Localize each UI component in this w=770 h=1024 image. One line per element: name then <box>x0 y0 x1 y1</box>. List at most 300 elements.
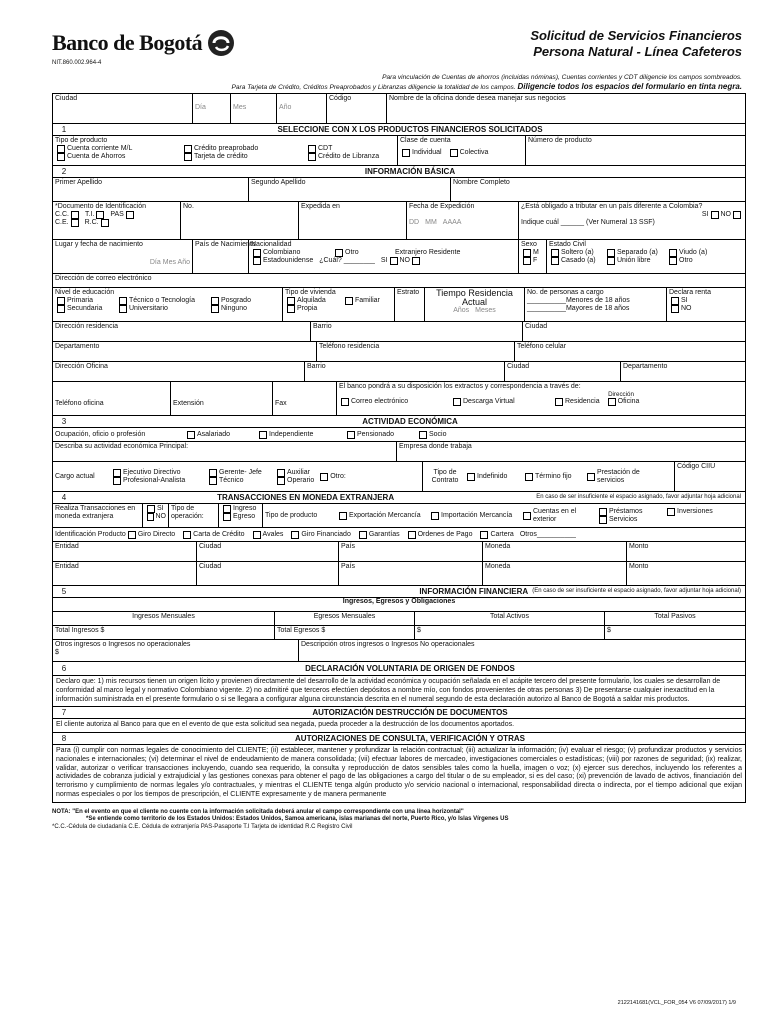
ocupacion-row <box>53 428 745 442</box>
cb-alquilada[interactable] <box>287 297 295 305</box>
tiempo-residencia-field[interactable] <box>425 288 525 321</box>
label: Técnico <box>219 476 244 484</box>
label: AAAA <box>442 219 462 227</box>
label: Colectiva <box>459 149 489 157</box>
label: Ciudad <box>199 563 222 571</box>
departamento-row <box>53 342 745 362</box>
cb-inversiones[interactable] <box>667 508 675 516</box>
label: ¿Está obligado a tributar en un país diferente a Colombia? <box>521 203 703 211</box>
label: Lugar y fecha de nacimiento <box>55 241 143 249</box>
label: Otro <box>345 249 359 257</box>
cb-oficina[interactable] <box>608 398 616 406</box>
direccion-residencia-field[interactable] <box>53 322 311 341</box>
label: Mes <box>233 104 247 112</box>
cb-colectiva[interactable] <box>450 149 458 157</box>
label: Independiente <box>269 430 314 438</box>
label: Nacionalidad <box>251 241 292 249</box>
label: Ninguno <box>221 305 248 313</box>
section-title: TRANSACCIONES EN MONEDA EXTRANJERA <box>217 493 395 503</box>
label: $ <box>607 627 611 635</box>
cb-separado[interactable] <box>607 249 615 257</box>
fecha-expedicion-field[interactable] <box>407 202 519 239</box>
bank-name: Banco de Bogotá <box>52 30 203 56</box>
residencia-row <box>53 322 745 342</box>
label: Operario <box>287 476 315 484</box>
label: Otros <box>519 530 537 538</box>
cb-universitario[interactable] <box>119 305 127 313</box>
telefono-oficina-field[interactable] <box>53 382 171 415</box>
label: Estadounidense <box>263 257 314 265</box>
cb-correo-electronico[interactable] <box>341 398 349 406</box>
cb-pas[interactable] <box>126 211 134 219</box>
label: NO <box>720 211 731 219</box>
egresos-mensuales-header <box>275 612 415 625</box>
label: *Documento de Identificación <box>55 203 147 211</box>
ocupacion <box>53 428 745 441</box>
section-number: 3 <box>61 417 67 427</box>
section-8-header <box>53 733 745 745</box>
section-number: 2 <box>61 167 67 177</box>
total-activos-header <box>415 612 605 625</box>
label: Giro Financiado <box>301 530 351 538</box>
label: Colombiano <box>263 249 301 257</box>
label: Departamento <box>623 363 668 371</box>
section-number: 1 <box>61 125 67 135</box>
section-number: 8 <box>61 734 67 744</box>
top-row <box>53 94 745 124</box>
cb-cdt[interactable] <box>308 145 316 153</box>
numero-producto-field[interactable] <box>526 136 745 165</box>
label: Clase de cuenta <box>400 137 451 145</box>
cb-operario[interactable] <box>277 477 285 485</box>
autorizaciones-consulta-text: Para (i) cumplir con normas legales de conocimiento del CLIENTE; (ii) establecer, mantener y profundizar la relación contractual; (iii) actualizar la información; (iv) evaluar el riesgo; (v) profundizar productos y servicios nacionales e internacionales; (vi) determinar el nivel de endeudamiento de manera consolidada; (vii) efectuar labores de mercadeo, investigaciones comerciales o estadísticas; (viii) por razones de seguridad; (ix) realizar, validar, autorizar o verificar transacciones incluyendo, cuando sea requerido, la consulta y reproducción de datos sensibles tales como la huella, imagen o voz; (x) ejercer sus derechos, incluyendo los referentes a actividades de cobranza judicial y extrajudicial y las gestiones conexas para obtener el pago de las obligaciones a cargo del titular o de su empleador, si es del caso; (xi) prevención de lavado de activos, financiación del terrorismo y cumplimiento de normas legales y/o contractuales, y mientras el CLIENTE tenga algún producto y/o servicio nacional o internacional, responsabilidad directa o indirecta, por el tiempo adicional que exijan normas especiales o por los tiempos de prescripción, el CLIENTE expresamente y de manera permanente <box>56 747 742 798</box>
cb-transacciones-no[interactable] <box>147 513 154 521</box>
label: Nombre de la oficina donde desea manejar sus negocios <box>389 95 566 103</box>
label: Moneda <box>485 563 511 571</box>
label: Oficina <box>617 398 640 406</box>
cb-tributa-no[interactable] <box>733 211 741 219</box>
cb-asalariado[interactable] <box>187 431 195 439</box>
oficina-field[interactable] <box>387 94 745 123</box>
label: Inversiones <box>677 507 713 515</box>
label: DD <box>409 219 420 227</box>
cb-importacion[interactable] <box>431 512 439 520</box>
label: Giro Directo <box>137 530 176 538</box>
segundo-apellido-field[interactable] <box>249 178 451 201</box>
cb-socio[interactable] <box>419 431 427 439</box>
cb-casado[interactable] <box>551 257 559 265</box>
label: Individual <box>412 149 442 157</box>
form-table <box>52 93 746 803</box>
label: ¿Cuál? ________ <box>319 257 375 265</box>
label: Extensión <box>173 400 204 408</box>
label: Posgrado <box>221 297 251 305</box>
label: Barrio <box>313 323 332 331</box>
cb-egreso[interactable] <box>223 513 231 521</box>
cb-individual[interactable] <box>402 149 410 157</box>
label: Carta de Crédito <box>193 530 245 538</box>
cb-termino-fijo[interactable] <box>525 473 533 481</box>
total-egresos-field[interactable] <box>275 626 415 639</box>
bank-logo-icon <box>206 28 236 58</box>
actividad-principal-field[interactable] <box>53 442 397 461</box>
label: Profesional-Analista <box>123 476 186 484</box>
label: Servicios <box>609 515 638 523</box>
label: Cuenta corriente M/L <box>67 145 133 153</box>
cb-otro-cargo[interactable] <box>320 473 328 481</box>
label: Ciudad <box>507 363 530 371</box>
barrio-oficina-field[interactable] <box>305 362 505 381</box>
ciudad-field[interactable] <box>53 94 193 123</box>
cb-ejecutivo[interactable] <box>113 469 121 477</box>
label: M <box>533 249 539 257</box>
label: Teléfono celular <box>517 343 567 351</box>
label: Indefinido <box>477 472 508 480</box>
label: Total Ingresos $ <box>55 627 105 635</box>
cb-renta-no[interactable] <box>671 305 679 313</box>
cb-tecnico-cargo[interactable] <box>209 477 217 485</box>
ciudad-residencia-field[interactable] <box>523 322 745 341</box>
label: Universitario <box>129 305 168 313</box>
label: Teléfono oficina <box>55 400 104 408</box>
pais-field[interactable] <box>339 542 483 561</box>
cb-residencia[interactable] <box>555 398 563 406</box>
fax-field[interactable] <box>273 382 337 415</box>
cb-garantias[interactable] <box>359 531 367 539</box>
section-title: AUTORIZACIÓN DESTRUCCIÓN DE DOCUMENTOS <box>312 708 508 718</box>
label: Ocupación, oficio o profesión <box>55 430 146 438</box>
label: Día <box>195 104 206 112</box>
cb-carta-credito[interactable] <box>183 531 191 539</box>
cb-exportacion[interactable] <box>339 512 347 520</box>
label: Código CIIU <box>677 463 716 471</box>
cb-pensionado[interactable] <box>347 431 355 439</box>
label: Tipo de operación: <box>171 505 204 521</box>
nacionalidad <box>249 240 519 273</box>
cb-independiente[interactable] <box>259 431 267 439</box>
label: Gerente- Jefe <box>219 468 262 476</box>
telefono-celular-field[interactable] <box>515 342 745 361</box>
label: Día <box>149 259 161 267</box>
label: Estrato <box>397 289 420 297</box>
label: Primer Apellido <box>55 179 103 187</box>
label: MM <box>425 219 437 227</box>
label: Término fijo <box>535 472 572 480</box>
footer-notes <box>52 809 746 832</box>
title-line-1: Solicitud de Servicios Financieros <box>530 28 742 43</box>
cb-auxiliar[interactable] <box>277 469 285 477</box>
section-6-header <box>53 662 745 676</box>
cb-tributa-si[interactable] <box>711 211 719 219</box>
actividad-row <box>53 442 745 462</box>
label: Cuentas en el exterior <box>533 507 577 523</box>
cb-posgrado[interactable] <box>211 297 219 305</box>
form-reference: 2122141681(VCL_FOR_054 V6 07/09/2017) 1/9 <box>617 1000 736 1006</box>
label: Código <box>329 95 352 103</box>
anio-field[interactable] <box>277 94 327 123</box>
label: Dirección Oficina <box>55 363 108 371</box>
label: F <box>533 257 538 265</box>
entidad-field[interactable] <box>53 542 197 561</box>
label: Residencia <box>565 398 600 406</box>
identificacion-producto: Identificación Producto Giro Directo Carta de Crédito Avales Giro Financiado Garantías Ordenes de Pago Cartera Otros __________ <box>55 530 576 538</box>
label: Declara renta <box>669 289 712 297</box>
s2-doc-row <box>53 202 745 240</box>
label: Moneda <box>485 543 511 551</box>
section-2-header <box>53 166 745 178</box>
label: Préstamos <box>609 507 643 515</box>
label: Técnico o Tecnología <box>129 297 196 305</box>
label: R.C. <box>84 219 99 227</box>
label: Teléfono residencia <box>319 343 380 351</box>
tipo-contrato <box>423 462 675 491</box>
section-4-header <box>53 492 745 504</box>
cb-sexo-m[interactable] <box>523 249 531 257</box>
label: $ <box>417 627 421 635</box>
label: Descripción otros ingresos o Ingresos No operacionales <box>301 641 475 649</box>
documento-numero-field[interactable] <box>181 202 299 239</box>
cb-transacciones-si[interactable] <box>147 505 155 513</box>
cb-sexo-f[interactable] <box>523 257 531 265</box>
cb-extranjero-si[interactable] <box>390 257 398 265</box>
cb-familiar[interactable] <box>345 297 353 305</box>
cb-cuenta-ahorros[interactable] <box>57 153 65 161</box>
empresa-field[interactable] <box>397 442 745 461</box>
expedida-en-field[interactable] <box>299 202 407 239</box>
tipo-producto <box>53 136 398 165</box>
cb-cuenta-corriente[interactable] <box>57 145 65 153</box>
label: Prestación de servicios <box>597 468 640 484</box>
label: Primaria <box>67 297 94 305</box>
label: Auxiliar <box>287 468 310 476</box>
label: Sexo <box>521 241 537 249</box>
cb-tarjeta-credito[interactable] <box>184 153 192 161</box>
lugar-fecha-nacimiento-field[interactable] <box>53 240 193 273</box>
label: Ejecutivo Directivo <box>123 468 181 476</box>
ciudad-oficina-field[interactable] <box>505 362 621 381</box>
label: Cargo actual <box>55 472 95 480</box>
label: Identificación Producto <box>55 530 126 538</box>
cb-cc[interactable] <box>71 211 79 219</box>
descripcion-otros-ingresos-field[interactable] <box>299 640 745 661</box>
s5-subtitle-row <box>53 598 745 612</box>
label: SI <box>681 297 688 305</box>
label: (Ver Numeral 13 SSF) <box>586 219 655 227</box>
cb-cartera[interactable] <box>480 531 488 539</box>
documento-tipo <box>53 202 181 239</box>
total-ingresos-field[interactable] <box>53 626 275 639</box>
cb-primaria[interactable] <box>57 297 65 305</box>
label: Alquilada <box>297 297 326 305</box>
moneda-field[interactable] <box>483 542 627 561</box>
entidad-row-2 <box>53 562 745 586</box>
pais-nacimiento-field[interactable] <box>193 240 256 273</box>
cb-indefinido[interactable] <box>467 473 475 481</box>
cb-rc[interactable] <box>101 219 109 227</box>
label: Secundaria <box>67 305 103 313</box>
label: Expedida en <box>301 203 340 211</box>
label: Ingreso <box>233 505 257 513</box>
label: NO <box>155 513 166 521</box>
label: Asalariado <box>197 430 231 438</box>
cb-credito-preaprobado[interactable] <box>184 145 192 153</box>
label: Tipo de producto <box>265 511 318 519</box>
oficina-row <box>53 362 745 382</box>
label: Entidad <box>55 563 79 571</box>
label: Soltero (a) <box>561 249 594 257</box>
label: Familiar <box>355 297 380 305</box>
tributa-otro-pais: ¿Está obligado a tributar en un país diferente a Colombia? SI NO Indique cuál ______ (Ver Numeral 13 SSF) <box>519 202 745 239</box>
declaracion-text: Declaro que: 1) mis recursos tienen un origen lícito y provienen directamente del desarrollo de la actividad económica y ocupación señalada en el acápite tercero del presente formulario, los cuales se desarrollan de conformidad al marco legal y normativo Colombiano vigente. 2) no admitiré que terceros efectúen depósitos a nombre mío, con fondos provenientes de otras personas 3) De presentarse cualquier inexactitud en la información suministrada en el presente formulario o si se llegara a configurar alguna circunstancia descrita en el numeral segundo de esta declaración autorizo al Banco de Bogotá a saldar mis productos. <box>53 676 745 707</box>
telefono-residencia-field[interactable] <box>317 342 515 361</box>
cb-propia[interactable] <box>287 305 295 313</box>
departamento-field[interactable] <box>53 342 317 361</box>
section-number: 6 <box>61 664 67 674</box>
primer-apellido-field[interactable] <box>53 178 249 201</box>
label: Entidad <box>55 543 79 551</box>
label: Barrio <box>307 363 326 371</box>
label: Monto <box>629 563 649 571</box>
estrato-field[interactable] <box>395 288 425 321</box>
codigo-field[interactable] <box>327 94 387 123</box>
pais-field[interactable] <box>339 562 483 585</box>
cb-ce[interactable] <box>71 219 79 227</box>
cb-prestacion-servicios[interactable] <box>587 473 595 481</box>
cb-renta-si[interactable] <box>671 297 679 305</box>
label: Tiempo Residencia Actual <box>436 288 513 308</box>
cb-descarga-virtual[interactable] <box>453 398 461 406</box>
label: Otro: <box>330 472 346 480</box>
instruction-1: Para vinculación de Cuentas de ahorros (incluidas nóminas), Cuentas corrientes y CDT diligencie los campos sombreados. <box>382 74 742 81</box>
codigo-ciiu-field[interactable] <box>675 462 745 491</box>
otros-ingresos-field[interactable] <box>53 640 299 661</box>
transacciones-row <box>53 504 745 528</box>
ciudad-field[interactable] <box>197 562 339 585</box>
cb-secundaria[interactable] <box>57 305 65 313</box>
label: Importación Mercancía <box>441 511 513 519</box>
label: PAS <box>110 211 124 219</box>
cb-colombiano[interactable] <box>253 249 261 257</box>
ciudad-field[interactable] <box>197 542 339 561</box>
label: Ciudad <box>199 543 222 551</box>
label: Viudo (a) <box>679 249 708 257</box>
moneda-field[interactable] <box>483 562 627 585</box>
direccion-oficina-field[interactable] <box>53 362 305 381</box>
cb-tecnico[interactable] <box>119 297 127 305</box>
label: Total Pasivos <box>654 613 696 621</box>
label: Crédito de Libranza <box>318 153 380 161</box>
monto-field[interactable] <box>627 562 745 585</box>
form-title <box>530 28 742 59</box>
label: Monto <box>629 543 649 551</box>
label: Descarga Virtual <box>463 398 515 406</box>
total-pasivos-field[interactable] <box>605 626 745 639</box>
label: Avales <box>262 530 284 538</box>
s5-headers-row <box>53 612 745 626</box>
mes-field[interactable] <box>231 94 277 123</box>
cb-credito-libranza[interactable] <box>308 153 316 161</box>
cb-cuentas-exterior[interactable] <box>523 512 531 520</box>
cb-giro-directo[interactable] <box>128 531 136 539</box>
label: Nivel de educación <box>55 289 115 297</box>
section-note: En caso de ser insuficiente el espacio asignado, favor adjuntar hoja adicional <box>536 494 741 501</box>
departamento-oficina-field[interactable] <box>621 362 745 381</box>
estado-civil <box>547 240 745 273</box>
label: Socio <box>429 430 447 438</box>
cb-ingreso[interactable] <box>223 505 231 513</box>
cb-estadounidense[interactable] <box>253 257 261 265</box>
section-title: INFORMACIÓN BÁSICA <box>364 167 456 177</box>
s5-totals-row <box>53 626 745 640</box>
email-row <box>53 274 745 288</box>
cb-avales[interactable] <box>253 531 261 539</box>
cb-extranjero-no[interactable] <box>412 257 420 265</box>
label: Ciudad <box>55 95 78 103</box>
cb-servicios[interactable] <box>599 516 607 524</box>
cb-otro-nac[interactable] <box>335 249 343 257</box>
label: CDT <box>318 145 333 153</box>
label: Tipo de producto <box>55 137 108 145</box>
footer-note-3: *C.C.-Cédula de ciudadanía C.E. Cédula de extranjería PAS-Pasaporte T.I Tarjeta de identidad R.C Registro Civil <box>52 824 353 831</box>
label: Nombre Completo <box>453 179 510 187</box>
cb-gerente[interactable] <box>209 469 217 477</box>
s5-otros-row <box>53 640 745 662</box>
extension-field[interactable] <box>171 382 273 415</box>
label: Cartera <box>490 530 514 538</box>
instructions <box>52 74 742 91</box>
s2-names-row <box>53 178 745 202</box>
label: Realiza Transacciones en moneda extranjera <box>55 505 136 521</box>
nombre-completo-field[interactable] <box>451 178 745 201</box>
cb-viudo[interactable] <box>669 249 677 257</box>
monto-field[interactable] <box>627 542 745 561</box>
section-title: ACTIVIDAD ECONÓMICA <box>362 417 458 427</box>
entidad-field[interactable] <box>53 562 197 585</box>
section-title: INFORMACIÓN FINANCIERA <box>419 587 529 597</box>
cb-otro-civil[interactable] <box>669 257 677 265</box>
cb-union[interactable] <box>607 257 615 265</box>
label: País de Nacimiento <box>195 241 256 249</box>
label: NO <box>681 305 692 313</box>
tipo-operacion <box>169 504 219 527</box>
section-title: SELECCIONE CON X LOS PRODUCTOS FINANCIEROS SOLICITADOS <box>277 125 543 135</box>
cb-ordenes-pago[interactable] <box>408 531 416 539</box>
section-note: (En caso de ser insuficiente el espacio asignado, favor adjuntar hoja adicional) <box>532 588 741 595</box>
ingreso-egreso <box>219 504 263 527</box>
cb-ti[interactable] <box>96 211 104 219</box>
cb-ninguno[interactable] <box>211 305 219 313</box>
label: Años <box>453 307 470 315</box>
label: Fax <box>275 400 287 408</box>
cb-soltero[interactable] <box>551 249 559 257</box>
email-field[interactable] <box>53 274 745 287</box>
cb-prestamos[interactable] <box>599 508 607 516</box>
total-activos-field[interactable] <box>415 626 605 639</box>
label: Total Activos <box>490 613 529 621</box>
label: Mes <box>162 259 176 267</box>
label: No. <box>183 203 194 211</box>
section-5-header <box>53 586 745 598</box>
total-pasivos-header <box>605 612 745 625</box>
dia-field[interactable] <box>193 94 231 123</box>
s1-row <box>53 136 745 166</box>
barrio-field[interactable] <box>311 322 523 341</box>
label: Extranjero Residente <box>395 249 461 257</box>
label: Año <box>177 259 190 267</box>
cb-giro-financiado[interactable] <box>291 531 299 539</box>
cb-profesional[interactable] <box>113 477 121 485</box>
label: C.E. <box>55 219 69 227</box>
